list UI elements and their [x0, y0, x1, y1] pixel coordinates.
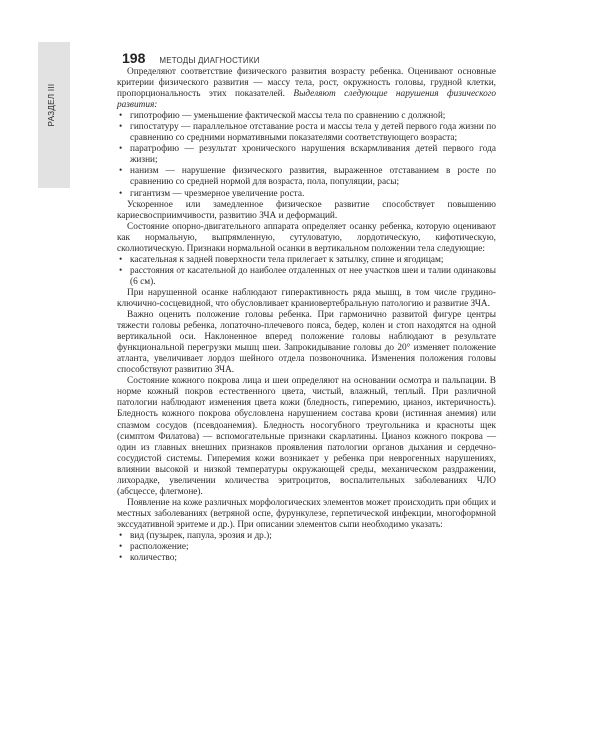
- list-item: • паратрофию — результат хронического нарушения вскармливания детей первого года жизни;: [119, 144, 496, 166]
- paragraph-physical-development: [117, 67, 496, 111]
- list-item: • вид (пузырек, папула, эрозия и др.);: [119, 530, 272, 541]
- bullet-icon: •: [119, 111, 123, 122]
- page-number: 198: [122, 50, 146, 66]
- list-item: • гипотрофию — уменьшение фактической массы тела по сравнению с должной;: [119, 111, 446, 122]
- list-item: • расстояния от касательной до наиболее отдаленных от нее участков шеи и талии одинаковы (6 см).: [119, 265, 496, 287]
- list-item: • гипостатуру — параллельное отставание роста и массы тела у детей первого года жизни по сравнению со средними нормативными показателями соответствующего возраста;: [119, 122, 496, 144]
- bullet-icon: •: [119, 188, 123, 199]
- paragraph-skin: Состояние кожного покрова лица и шеи определяют на основании осмотра и пальпации. В норме кожный покров естественного цвета, чистый, влажный, теплый. При различной патологии наблюдают изменения цвета кожи (бледность, гиперемию, цианоз, иктеричность). Бледность кожного покрова обусловлена нарушением состава крови (истинная анемия) или спазмом сосудов (псевдоанемия). Бледность носогубного треугольника и красноты щек (симптом Филатова) — вспомогательные признаки скарлатины. Цианоз кожного покрова — один из главных внешних признаков проявления патологии органов дыхания и сердечно-сосудистой системы. Гиперемия кожи возникает у ребенка при неврогенных нарушениях, влиянии высокой и низкой температуры окружающей среды, механическом раздражении, лихорадке, увеличении количества эритроцитов, воспалительных заболеваниях ЧЛО (абсцессе, флегмоне).: [117, 376, 496, 497]
- paragraph-impaired-posture: При нарушенной осанке наблюдают гиперактивность ряда мышц, в том числе грудино-ключично-сосцевидной, что обусловливает краниовертебральную патологию и развитие ЗЧА.: [117, 287, 496, 309]
- running-title: МЕТОДЫ ДИАГНОСТИКИ: [159, 56, 260, 65]
- bullet-icon: •: [119, 122, 123, 133]
- bullet-icon: •: [119, 144, 123, 155]
- list-item: • количество;: [119, 553, 177, 564]
- page-header: [122, 50, 260, 66]
- list-item: • касательная к задней поверхности тела прилегает к затылку, спине и ягодицам;: [119, 254, 444, 265]
- list-development-disorders: [117, 111, 496, 199]
- paragraph-rash: Появление на коже различных морфологических элементов может происходить при общих и местных заболеваниях (ветряной оспе, фурункулезе, герпетической инфекции, многоформной экссудативной эритеме и др.). При описании элементов сыпи необходимо указать:: [117, 497, 496, 530]
- bullet-icon: •: [119, 265, 123, 276]
- paragraph-posture: Состояние опорно-двигательного аппарата определяет осанку ребенка, которую оценивают как нормальную, выпрямленную, сутуловатую, лордотическую, кифотическую, сколиотическую. Признаки нормальной осанки в вертикальном положении тела следующие:: [117, 221, 496, 254]
- paragraph-text: Определяют соответствие физического развития возрасту ребенка. Оценивают основные критерии физического развития — массу тела, рост, окружность головы, грудной клетки, пропорциональность этих показателей.: [117, 67, 496, 100]
- bullet-icon: •: [119, 553, 123, 564]
- italic-lead-in: Выделяют следующие нарушения физического развития:: [117, 89, 496, 111]
- list-item: • расположение;: [119, 542, 189, 553]
- bullet-icon: •: [119, 254, 123, 265]
- degree-sign: °: [406, 343, 411, 354]
- paragraph-head-position: Важно оценить положение головы ребенка. При гармонично развитой фигуре центры тяжести головы ребенка, лопаточно-плечевого пояса, бедер, колен и стоп находятся на одной вертикальной оси. Наклоненное вперед положение головы наблюдают в результате функциональной перегрузки мышц шеи. Запрокидывание головы до 20° изменяет положение атланта, увеличивает лордоз шейного отдела позвоночника. Изменения положения головы способствуют развитию ЗЧА.: [117, 310, 496, 376]
- list-item: • гигантизм — чрезмерное увеличение роста.: [119, 188, 305, 199]
- bullet-icon: •: [119, 166, 123, 177]
- paragraph-accelerated-development: Ускоренное или замедленное физическое развитие способствует повышению кариесвосприимчивости, развитию ЗЧА и деформаций.: [117, 199, 496, 221]
- section-label: РАЗДЕЛ III: [47, 83, 56, 127]
- bullet-icon: •: [119, 530, 123, 541]
- section-side-tab: [38, 42, 70, 188]
- list-normal-posture-signs: [117, 255, 496, 288]
- list-rash-description: [117, 531, 496, 564]
- list-item: • нанизм — нарушение физического развития, выраженное отставанием в росте по сравнению со средней нормой для возраста, пола, популяции, расы;: [119, 166, 496, 188]
- body-text: [117, 67, 496, 564]
- bullet-icon: •: [119, 542, 123, 553]
